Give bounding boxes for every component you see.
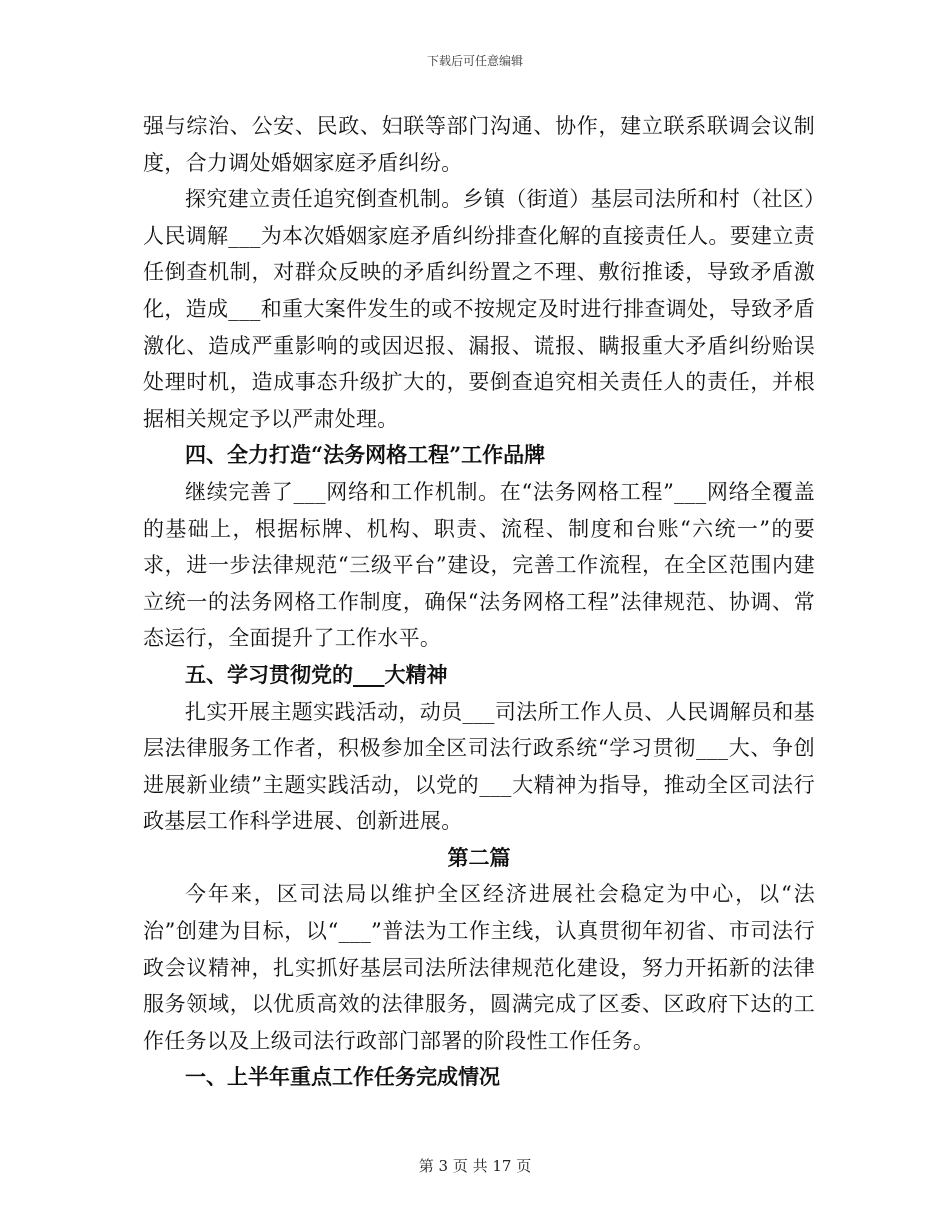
heading-section-5: 五、学习贯彻党的___大精神	[185, 661, 448, 687]
paragraph-grid-project: 继续完善了___网络和工作机制。在“法务网格工程”___网络全覆盖的基础上，根据标牌、机构、职责、流程、制度和台账“六统一”的要求，进一步法律规范“三级平台”建设，完善工作流程，在全区范围内建立统一的法务网格工作制度，确保“法务网格工程”法律规范、协调、常态运行，全面提升了工作水平。	[143, 479, 815, 651]
heading-section-4: 四、全力打造“法务网格工程”工作品牌	[185, 442, 546, 468]
heading-section-1: 一、上半年重点工作任务完成情况	[185, 1064, 500, 1090]
paragraph-intro-part-two: 今年来，区司法局以维护全区经济进展社会稳定为中心，以“法治”创建为目标，以“___”普法为工作主线，认真贯彻年初省、市司法行政会议精神，扎实抓好基层司法所法律规范化建设，努力开拓新的法律服务领域，以优质高效的法律服务，圆满完成了区委、区政府下达的工作任务以及上级司法行政部门部署的阶段性工作任务。	[143, 882, 815, 1053]
document-body	[143, 108, 815, 1096]
paragraph-study-spirit: 扎实开展主题实践活动，动员___司法所工作人员、人民调解员和基层法律服务工作者，积极参加全区司法行政系统“学习贯彻___大、争创进展新业绩”主题实践活动，以党的___大精神为指导，推动全区司法行政基层工作科学进展、创新进展。	[143, 699, 815, 834]
paragraph-continuation: 强与综治、公安、民政、妇联等部门沟通、协作，建立联系联调会议制度，合力调处婚姻家庭矛盾纠纷。	[143, 114, 815, 175]
paragraph-accountability: 探究建立责任追究倒查机制。乡镇（街道）基层司法所和村（社区）人民调解___为本次婚姻家庭矛盾纠纷排查化解的直接责任人。要建立责任倒查机制，对群众反映的矛盾纠纷置之不理、敷衍推诿，导致矛盾激化，造成___和重大案件发生的或不按规定及时进行排查调处，导致矛盾激化、造成严重影响的或因迟报、漏报、谎报、瞒报重大矛盾纠纷贻误处理时机，造成事态升级扩大的，要倒查追究相关责任人的责任，并根据相关规定予以严肃处理。	[143, 187, 815, 431]
section-title-part-two: 第二篇	[447, 844, 511, 870]
page-footer: 第 3 页 共 17 页	[418, 1157, 532, 1175]
page-header: 下载后可任意编辑	[426, 54, 523, 68]
